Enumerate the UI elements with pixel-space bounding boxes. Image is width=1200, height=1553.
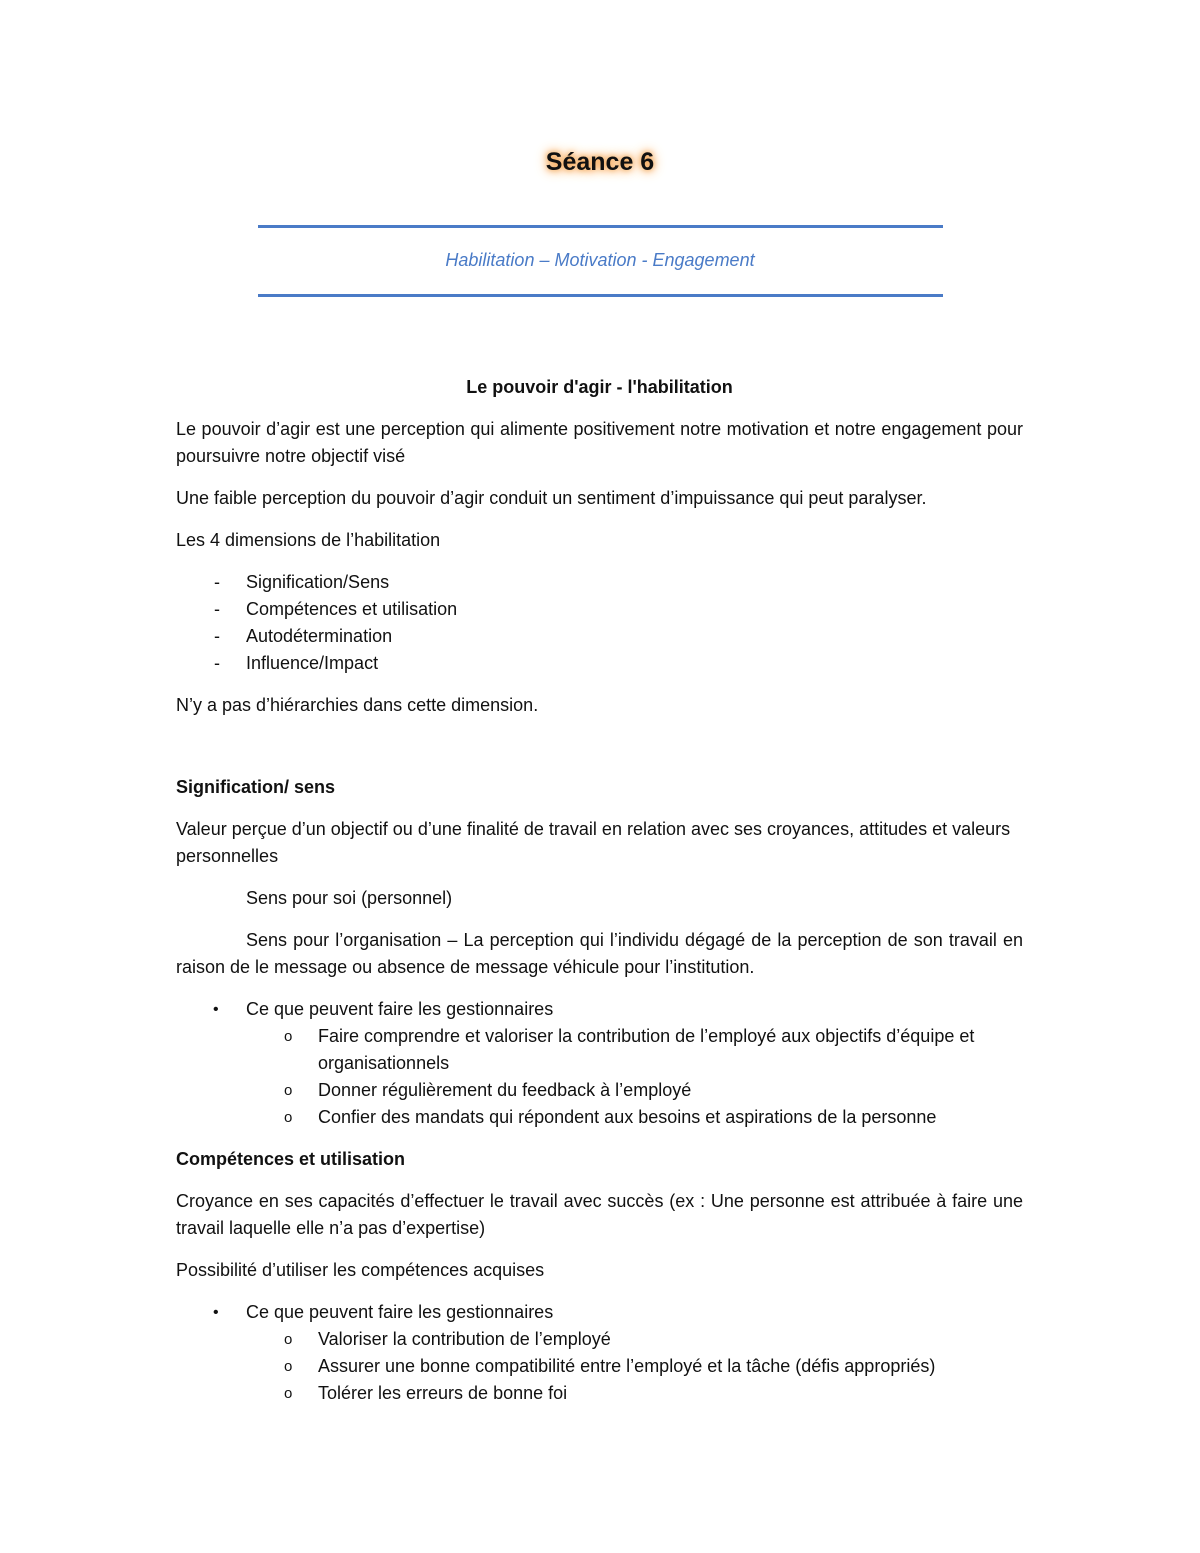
circle-marker: o: [284, 1385, 293, 1402]
list-item: [176, 596, 1023, 623]
section-heading-habilitation: Le pouvoir d'agir - l'habilitation: [466, 377, 733, 397]
section-heading-competences: Compétences et utilisation: [176, 1149, 406, 1169]
paragraph: Une faible perception du pouvoir d’agir conduit un sentiment d’impuissance qui peut paralyser.: [176, 488, 927, 508]
bullet-list: [176, 996, 1023, 1131]
section-heading-signification: Signification/ sens: [176, 777, 336, 797]
circle-marker: o: [284, 1028, 293, 1045]
list-item-text: Compétences et utilisation: [246, 599, 458, 619]
list-item: [176, 623, 1023, 650]
dash-marker: -: [214, 653, 220, 673]
bullet-marker: •: [213, 1001, 219, 1018]
dash-marker: -: [214, 626, 220, 646]
paragraph: Le pouvoir d’agir est une perception qui alimente positivement notre motivation et notre engagement pour poursuivre notre objectif visé: [176, 419, 1023, 466]
list-item: [176, 996, 1023, 1131]
top-divider: [258, 225, 943, 228]
sub-list: [246, 1023, 1023, 1131]
sub-list: [246, 1326, 1023, 1407]
sub-list-item: [176, 1077, 1023, 1104]
sub-list-item: [176, 1104, 1023, 1131]
sub-list-item-text: Donner régulièrement du feedback à l’employé: [318, 1080, 692, 1100]
list-item: [176, 650, 1023, 677]
paragraph: Sens pour soi (personnel): [246, 888, 453, 908]
document-subtitle: Habilitation – Motivation - Engagement: [445, 250, 755, 270]
paragraph: Possibilité d’utiliser les compétences acquises: [176, 1260, 545, 1280]
document-title: Séance 6: [545, 148, 655, 176]
list-item-text: Influence/Impact: [246, 653, 379, 673]
list-item-text: Signification/Sens: [246, 572, 390, 592]
paragraph: Croyance en ses capacités d’effectuer le travail avec succès (ex : Une personne est attribuée à faire une travail laquelle elle n’a pas d’expertise): [176, 1191, 1023, 1238]
sub-list-item: [176, 1326, 1023, 1353]
document-body: [176, 374, 1023, 1422]
spacer: [176, 734, 1023, 774]
list-item: [176, 569, 1023, 596]
bullet-list: [176, 1299, 1023, 1407]
paragraph: Valeur perçue d’un objectif ou d’une finalité de travail en relation avec ses croyances, attitudes et valeurs personnelles: [176, 819, 1011, 866]
circle-marker: o: [284, 1109, 293, 1126]
sub-list-item-text: Confier des mandats qui répondent aux besoins et aspirations de la personne: [318, 1107, 937, 1127]
list-item-text: Ce que peuvent faire les gestionnaires: [246, 999, 554, 1019]
dimensions-list: [176, 569, 1023, 677]
circle-marker: o: [284, 1358, 293, 1375]
bottom-divider: [258, 294, 943, 297]
paragraph: Sens pour l’organisation – La perception qui l’individu dégagé de la perception de son travail en raison de le message ou absence de message véhicule pour l’institution.: [176, 930, 1023, 977]
bullet-marker: •: [213, 1304, 219, 1321]
sub-list-item-text: Tolérer les erreurs de bonne foi: [318, 1383, 568, 1403]
sub-list-item-text: Faire comprendre et valoriser la contribution de l’employé aux objectifs d’équipe et organisationnels: [318, 1026, 975, 1073]
list-item: [176, 1299, 1023, 1407]
sub-list-item: [176, 1023, 1023, 1077]
list-intro: Les 4 dimensions de l’habilitation: [176, 530, 441, 550]
paragraph: N’y a pas d’hiérarchies dans cette dimension.: [176, 695, 539, 715]
sub-list-item-text: Valoriser la contribution de l’employé: [318, 1329, 611, 1349]
dash-marker: -: [214, 572, 220, 592]
sub-list-item: [176, 1353, 1023, 1380]
list-item-text: Autodétermination: [246, 626, 393, 646]
list-item-text: Ce que peuvent faire les gestionnaires: [246, 1302, 554, 1322]
dash-marker: -: [214, 599, 220, 619]
circle-marker: o: [284, 1331, 293, 1348]
circle-marker: o: [284, 1082, 293, 1099]
sub-list-item-text: Assurer une bonne compatibilité entre l’employé et la tâche (défis appropriés): [318, 1356, 936, 1376]
sub-list-item: [176, 1380, 1023, 1407]
